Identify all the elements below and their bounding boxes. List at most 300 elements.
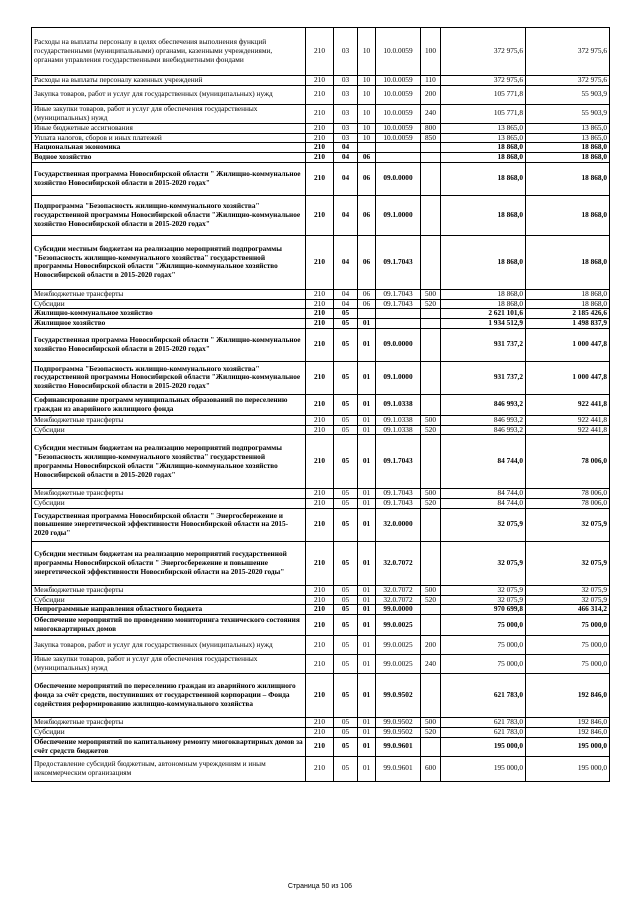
table-row xyxy=(32,394,610,415)
cell-sum2: 1 000 447,8 xyxy=(526,361,610,394)
cell-vr: 850 xyxy=(421,133,441,143)
cell-sum1: 621 783,0 xyxy=(441,718,526,728)
cell-pr: 10 xyxy=(358,28,376,76)
cell-sum1: 13 865,0 xyxy=(441,133,526,143)
cell-vr: 110 xyxy=(421,76,441,86)
cell-rz: 05 xyxy=(334,636,358,655)
cell-rz: 04 xyxy=(334,162,358,195)
cell-vr xyxy=(421,674,441,718)
cell-pr xyxy=(358,143,376,153)
cell-name: Обеспечение мероприятий по капитальному ремонту многоквартирных домов за счёт средств бюджетов xyxy=(32,737,306,756)
cell-name: Межбюджетные трансферты xyxy=(32,718,306,728)
cell-sum2: 55 903,9 xyxy=(526,85,610,104)
cell-grbs: 210 xyxy=(306,328,334,361)
cell-sum1: 931 737,2 xyxy=(441,361,526,394)
cell-csr: 32.0.7072 xyxy=(376,585,421,595)
cell-csr: 10.0.0059 xyxy=(376,76,421,86)
table-row xyxy=(32,299,610,309)
cell-rz: 05 xyxy=(334,508,358,541)
cell-sum2: 18 868,0 xyxy=(526,195,610,235)
cell-grbs: 210 xyxy=(306,674,334,718)
cell-name: Жилищно-коммунальное хозяйство xyxy=(32,309,306,319)
cell-grbs: 210 xyxy=(306,143,334,153)
cell-pr: 01 xyxy=(358,655,376,674)
cell-grbs: 210 xyxy=(306,655,334,674)
cell-sum1: 84 744,0 xyxy=(441,435,526,489)
cell-name: Межбюджетные трансферты xyxy=(32,415,306,425)
cell-grbs: 210 xyxy=(306,615,334,636)
table-row xyxy=(32,28,610,76)
cell-grbs: 210 xyxy=(306,123,334,133)
cell-pr: 01 xyxy=(358,674,376,718)
cell-csr: 09.1.7043 xyxy=(376,489,421,499)
cell-pr: 01 xyxy=(358,319,376,329)
cell-sum1: 846 993,2 xyxy=(441,425,526,435)
cell-vr xyxy=(421,435,441,489)
cell-name: Жилищное хозяйство xyxy=(32,319,306,329)
cell-csr: 10.0.0059 xyxy=(376,133,421,143)
cell-grbs: 210 xyxy=(306,153,334,163)
cell-name: Межбюджетные трансферты xyxy=(32,489,306,499)
cell-grbs: 210 xyxy=(306,162,334,195)
cell-pr: 10 xyxy=(358,104,376,123)
cell-sum1: 195 000,0 xyxy=(441,756,526,781)
cell-vr xyxy=(421,235,441,289)
table-row xyxy=(32,674,610,718)
cell-csr: 99.0.9601 xyxy=(376,737,421,756)
cell-name: Подпрограмма "Безопасность жилищно-коммунального хозяйства" государственной программы Новосибирской области "Жилищно-коммунальное хозяйство Новосибирской области в 2015-2020 годах" xyxy=(32,361,306,394)
cell-sum2: 18 868,0 xyxy=(526,235,610,289)
table-row xyxy=(32,361,610,394)
cell-pr: 01 xyxy=(358,718,376,728)
cell-name: Субсидии xyxy=(32,595,306,605)
cell-sum1: 105 771,8 xyxy=(441,85,526,104)
cell-vr xyxy=(421,153,441,163)
cell-rz: 05 xyxy=(334,394,358,415)
cell-vr xyxy=(421,328,441,361)
cell-rz: 05 xyxy=(334,605,358,615)
cell-csr: 10.0.0059 xyxy=(376,28,421,76)
cell-rz: 05 xyxy=(334,425,358,435)
cell-rz: 05 xyxy=(334,435,358,489)
cell-grbs: 210 xyxy=(306,756,334,781)
cell-rz: 03 xyxy=(334,85,358,104)
cell-sum2: 1 000 447,8 xyxy=(526,328,610,361)
cell-grbs: 210 xyxy=(306,415,334,425)
cell-name: Субсидии xyxy=(32,499,306,509)
cell-sum2: 18 868,0 xyxy=(526,289,610,299)
cell-csr: 32.0.0000 xyxy=(376,508,421,541)
cell-sum2: 18 868,0 xyxy=(526,299,610,309)
cell-sum2: 75 000,0 xyxy=(526,655,610,674)
table-row xyxy=(32,328,610,361)
cell-vr: 520 xyxy=(421,727,441,737)
cell-vr: 100 xyxy=(421,28,441,76)
cell-pr: 10 xyxy=(358,76,376,86)
cell-sum2: 1 498 837,9 xyxy=(526,319,610,329)
cell-pr: 01 xyxy=(358,595,376,605)
cell-vr: 500 xyxy=(421,585,441,595)
cell-vr xyxy=(421,615,441,636)
cell-rz: 05 xyxy=(334,585,358,595)
cell-sum1: 1 934 512,9 xyxy=(441,319,526,329)
cell-sum1: 32 075,9 xyxy=(441,541,526,585)
cell-grbs: 210 xyxy=(306,195,334,235)
cell-pr: 01 xyxy=(358,425,376,435)
cell-rz: 04 xyxy=(334,299,358,309)
cell-pr: 01 xyxy=(358,489,376,499)
cell-name: Иные бюджетные ассигнования xyxy=(32,123,306,133)
cell-grbs: 210 xyxy=(306,319,334,329)
cell-csr: 32.0.7072 xyxy=(376,541,421,585)
cell-rz: 03 xyxy=(334,76,358,86)
cell-vr: 600 xyxy=(421,756,441,781)
cell-rz: 05 xyxy=(334,309,358,319)
cell-rz: 04 xyxy=(334,235,358,289)
table-row xyxy=(32,499,610,509)
cell-sum1: 84 744,0 xyxy=(441,489,526,499)
cell-sum1: 13 865,0 xyxy=(441,123,526,133)
cell-csr: 09.1.7043 xyxy=(376,435,421,489)
cell-pr: 06 xyxy=(358,299,376,309)
cell-vr: 800 xyxy=(421,123,441,133)
cell-pr xyxy=(358,309,376,319)
table-row xyxy=(32,104,610,123)
cell-rz: 05 xyxy=(334,727,358,737)
cell-sum1: 32 075,9 xyxy=(441,595,526,605)
cell-name: Межбюджетные трансферты xyxy=(32,585,306,595)
cell-rz: 05 xyxy=(334,361,358,394)
cell-sum1: 846 993,2 xyxy=(441,415,526,425)
cell-vr xyxy=(421,737,441,756)
cell-rz: 05 xyxy=(334,489,358,499)
cell-sum1: 18 868,0 xyxy=(441,289,526,299)
cell-sum1: 18 868,0 xyxy=(441,195,526,235)
cell-csr: 99.0.9502 xyxy=(376,674,421,718)
cell-sum2: 78 006,0 xyxy=(526,489,610,499)
cell-sum1: 621 783,0 xyxy=(441,727,526,737)
cell-name: Предоставление субсидий бюджетным, автономным учреждениям и иным некоммерческим организациям xyxy=(32,756,306,781)
cell-rz: 03 xyxy=(334,123,358,133)
cell-csr xyxy=(376,153,421,163)
cell-name: Закупка товаров, работ и услуг для государственных (муниципальных) нужд xyxy=(32,85,306,104)
cell-name: Государственная программа Новосибирской области " Жилищно-коммунальное хозяйство Новосибирской области в 2015-2020 годах" xyxy=(32,328,306,361)
cell-rz: 05 xyxy=(334,595,358,605)
cell-rz: 04 xyxy=(334,195,358,235)
cell-rz: 05 xyxy=(334,615,358,636)
cell-csr: 09.1.7043 xyxy=(376,235,421,289)
cell-vr: 520 xyxy=(421,595,441,605)
cell-name: Подпрограмма "Безопасность жилищно-коммунального хозяйства" государственной программы Новосибирской области "Жилищно-коммунальное хозяйство Новосибирской области в 2015-2020 годах" xyxy=(32,195,306,235)
budget-table-body xyxy=(32,28,610,782)
cell-pr: 01 xyxy=(358,585,376,595)
cell-name: Субсидии местным бюджетам на реализацию мероприятий подпрограммы "Безопасность жилищно-коммунального хозяйства" государственной программы Новосибирской области "Жилищно-коммунальное хозяйство Новосибирской области в 2015-2020 годах" xyxy=(32,435,306,489)
cell-sum2: 195 000,0 xyxy=(526,737,610,756)
cell-sum2: 466 314,2 xyxy=(526,605,610,615)
cell-sum2: 922 441,8 xyxy=(526,415,610,425)
cell-sum1: 372 975,6 xyxy=(441,76,526,86)
cell-pr: 01 xyxy=(358,541,376,585)
cell-sum2: 18 868,0 xyxy=(526,162,610,195)
cell-grbs: 210 xyxy=(306,636,334,655)
cell-pr: 06 xyxy=(358,195,376,235)
cell-name: Обеспечение мероприятий по переселению граждан из аварийного жилищного фонда за счёт средств, поступивших от государственной корпорации – Фонда содействия реформированию жилищно-коммунального хозяйства xyxy=(32,674,306,718)
cell-name: Государственная программа Новосибирской области " Жилищно-коммунальное хозяйство Новосибирской области в 2015-2020 годах" xyxy=(32,162,306,195)
cell-grbs: 210 xyxy=(306,28,334,76)
table-row xyxy=(32,162,610,195)
cell-rz: 05 xyxy=(334,674,358,718)
cell-sum2: 18 868,0 xyxy=(526,143,610,153)
cell-csr: 10.0.0059 xyxy=(376,123,421,133)
table-row xyxy=(32,489,610,499)
cell-csr: 09.1.7043 xyxy=(376,289,421,299)
cell-pr: 01 xyxy=(358,435,376,489)
cell-vr xyxy=(421,605,441,615)
cell-sum2: 13 865,0 xyxy=(526,133,610,143)
table-row xyxy=(32,85,610,104)
cell-sum1: 18 868,0 xyxy=(441,153,526,163)
table-row xyxy=(32,595,610,605)
cell-sum1: 32 075,9 xyxy=(441,585,526,595)
cell-name: Субсидии xyxy=(32,425,306,435)
table-row xyxy=(32,756,610,781)
cell-pr: 06 xyxy=(358,235,376,289)
table-row xyxy=(32,289,610,299)
cell-vr xyxy=(421,162,441,195)
cell-pr: 10 xyxy=(358,133,376,143)
cell-sum2: 372 975,6 xyxy=(526,76,610,86)
cell-vr xyxy=(421,361,441,394)
cell-vr xyxy=(421,508,441,541)
cell-grbs: 210 xyxy=(306,425,334,435)
cell-name: Субсидии местным бюджетам на реализацию мероприятий государственной программы Новосибирской области " Энергосбережение и повышение энергетической эффективности Новосибирской области на 2015-2020 годы" xyxy=(32,541,306,585)
cell-grbs: 210 xyxy=(306,585,334,595)
cell-sum2: 192 846,0 xyxy=(526,674,610,718)
cell-pr: 01 xyxy=(358,361,376,394)
cell-pr: 01 xyxy=(358,756,376,781)
cell-grbs: 210 xyxy=(306,727,334,737)
cell-name: Субсидии местным бюджетам на реализацию мероприятий подпрограммы "Безопасность жилищно-коммунального хозяйства" государственной программы Новосибирской области "Жилищно-коммунальное хозяйство Новосибирской области в 2015-2020 годах" xyxy=(32,235,306,289)
cell-sum1: 18 868,0 xyxy=(441,299,526,309)
cell-vr: 520 xyxy=(421,425,441,435)
cell-pr: 01 xyxy=(358,636,376,655)
cell-csr: 99.0.9502 xyxy=(376,727,421,737)
cell-rz: 04 xyxy=(334,143,358,153)
cell-csr: 99.0.0025 xyxy=(376,655,421,674)
cell-rz: 03 xyxy=(334,104,358,123)
cell-rz: 03 xyxy=(334,28,358,76)
cell-csr: 09.1.7043 xyxy=(376,499,421,509)
cell-name: Уплата налогов, сборов и иных платежей xyxy=(32,133,306,143)
cell-sum1: 195 000,0 xyxy=(441,737,526,756)
table-row xyxy=(32,615,610,636)
cell-sum2: 922 441,8 xyxy=(526,425,610,435)
cell-pr: 10 xyxy=(358,85,376,104)
cell-grbs: 210 xyxy=(306,299,334,309)
budget-table xyxy=(31,27,610,782)
cell-sum2: 78 006,0 xyxy=(526,499,610,509)
page-number: Страница 50 из 106 xyxy=(287,883,353,890)
cell-csr: 10.0.0059 xyxy=(376,85,421,104)
cell-vr: 500 xyxy=(421,718,441,728)
cell-vr: 520 xyxy=(421,499,441,509)
cell-rz: 05 xyxy=(334,655,358,674)
cell-name: Иные закупки товаров, работ и услуг для обеспечения государственных (муниципальных) нужд xyxy=(32,655,306,674)
cell-csr xyxy=(376,319,421,329)
cell-sum1: 105 771,8 xyxy=(441,104,526,123)
table-row xyxy=(32,636,610,655)
cell-name: Водное хозяйство xyxy=(32,153,306,163)
cell-csr: 99.0.0025 xyxy=(376,615,421,636)
cell-name: Непрограммные направления областного бюджета xyxy=(32,605,306,615)
cell-sum1: 75 000,0 xyxy=(441,655,526,674)
cell-grbs: 210 xyxy=(306,489,334,499)
cell-vr xyxy=(421,541,441,585)
cell-vr: 520 xyxy=(421,299,441,309)
cell-rz: 05 xyxy=(334,718,358,728)
cell-grbs: 210 xyxy=(306,595,334,605)
cell-pr: 06 xyxy=(358,162,376,195)
table-row xyxy=(32,235,610,289)
cell-rz: 05 xyxy=(334,328,358,361)
cell-pr: 06 xyxy=(358,289,376,299)
cell-vr xyxy=(421,319,441,329)
cell-sum1: 846 993,2 xyxy=(441,394,526,415)
cell-grbs: 210 xyxy=(306,289,334,299)
cell-sum2: 192 846,0 xyxy=(526,718,610,728)
cell-sum2: 195 000,0 xyxy=(526,756,610,781)
cell-sum2: 372 975,6 xyxy=(526,28,610,76)
cell-sum2: 55 903,9 xyxy=(526,104,610,123)
cell-grbs: 210 xyxy=(306,435,334,489)
cell-pr: 06 xyxy=(358,153,376,163)
cell-csr: 09.1.7043 xyxy=(376,299,421,309)
cell-name: Государственная программа Новосибирской области " Энергосбережение и повышение энергетической эффективности Новосибирской области на 2015- 2020 годы" xyxy=(32,508,306,541)
table-row xyxy=(32,123,610,133)
cell-sum1: 75 000,0 xyxy=(441,615,526,636)
cell-sum2: 32 075,9 xyxy=(526,595,610,605)
table-row xyxy=(32,605,610,615)
cell-grbs: 210 xyxy=(306,605,334,615)
cell-grbs: 210 xyxy=(306,235,334,289)
table-row xyxy=(32,309,610,319)
cell-grbs: 210 xyxy=(306,394,334,415)
table-row xyxy=(32,153,610,163)
cell-rz: 04 xyxy=(334,289,358,299)
cell-pr: 01 xyxy=(358,415,376,425)
cell-csr: 09.1.0338 xyxy=(376,415,421,425)
cell-pr: 01 xyxy=(358,394,376,415)
table-row xyxy=(32,508,610,541)
cell-csr: 09.1.0000 xyxy=(376,195,421,235)
table-row xyxy=(32,727,610,737)
cell-vr xyxy=(421,394,441,415)
cell-grbs: 210 xyxy=(306,541,334,585)
cell-csr: 09.0.0000 xyxy=(376,328,421,361)
cell-csr: 32.0.7072 xyxy=(376,595,421,605)
table-row xyxy=(32,133,610,143)
cell-grbs: 210 xyxy=(306,361,334,394)
cell-sum1: 18 868,0 xyxy=(441,162,526,195)
cell-vr: 500 xyxy=(421,289,441,299)
cell-grbs: 210 xyxy=(306,499,334,509)
cell-rz: 05 xyxy=(334,541,358,585)
cell-grbs: 210 xyxy=(306,133,334,143)
cell-grbs: 210 xyxy=(306,737,334,756)
cell-csr xyxy=(376,143,421,153)
cell-vr xyxy=(421,143,441,153)
cell-vr: 240 xyxy=(421,104,441,123)
table-row xyxy=(32,143,610,153)
table-row xyxy=(32,195,610,235)
cell-sum1: 18 868,0 xyxy=(441,235,526,289)
cell-grbs: 210 xyxy=(306,309,334,319)
cell-grbs: 210 xyxy=(306,508,334,541)
cell-csr: 09.0.0000 xyxy=(376,162,421,195)
cell-name: Национальная экономика xyxy=(32,143,306,153)
cell-vr: 200 xyxy=(421,85,441,104)
cell-sum1: 931 737,2 xyxy=(441,328,526,361)
cell-rz: 05 xyxy=(334,499,358,509)
cell-pr: 01 xyxy=(358,615,376,636)
cell-name: Софинансирование программ муниципальных образований по переселению граждан из аварийного жилищного фонда xyxy=(32,394,306,415)
table-row xyxy=(32,435,610,489)
table-row xyxy=(32,76,610,86)
cell-pr: 01 xyxy=(358,328,376,361)
cell-csr: 99.0.0025 xyxy=(376,636,421,655)
cell-sum1: 84 744,0 xyxy=(441,499,526,509)
cell-vr: 500 xyxy=(421,489,441,499)
cell-sum1: 18 868,0 xyxy=(441,143,526,153)
cell-sum2: 18 868,0 xyxy=(526,153,610,163)
cell-rz: 05 xyxy=(334,737,358,756)
cell-grbs: 210 xyxy=(306,76,334,86)
cell-rz: 04 xyxy=(334,153,358,163)
cell-grbs: 210 xyxy=(306,85,334,104)
cell-name: Закупка товаров, работ и услуг для государственных (муниципальных) нужд xyxy=(32,636,306,655)
cell-rz: 05 xyxy=(334,756,358,781)
cell-name: Межбюджетные трансферты xyxy=(32,289,306,299)
cell-sum2: 78 006,0 xyxy=(526,435,610,489)
cell-pr: 01 xyxy=(358,727,376,737)
cell-sum2: 13 865,0 xyxy=(526,123,610,133)
cell-vr: 200 xyxy=(421,636,441,655)
cell-csr: 09.1.0338 xyxy=(376,394,421,415)
cell-name: Расходы на выплаты персоналу казенных учреждений xyxy=(32,76,306,86)
cell-name: Иные закупки товаров, работ и услуг для обеспечения государственных (муниципальных) нужд xyxy=(32,104,306,123)
cell-pr: 10 xyxy=(358,123,376,133)
cell-sum2: 922 441,8 xyxy=(526,394,610,415)
cell-csr: 09.1.0338 xyxy=(376,425,421,435)
table-row xyxy=(32,319,610,329)
cell-name: Обеспечение мероприятий по проведению мониторинга технического состояния многоквартирных домов xyxy=(32,615,306,636)
table-row xyxy=(32,655,610,674)
table-row xyxy=(32,541,610,585)
cell-sum1: 621 783,0 xyxy=(441,674,526,718)
cell-sum1: 970 699,8 xyxy=(441,605,526,615)
table-row xyxy=(32,737,610,756)
cell-vr xyxy=(421,309,441,319)
cell-csr: 09.1.0000 xyxy=(376,361,421,394)
cell-pr: 01 xyxy=(358,605,376,615)
cell-rz: 05 xyxy=(334,415,358,425)
table-row xyxy=(32,415,610,425)
cell-csr: 99.0.9601 xyxy=(376,756,421,781)
table-row xyxy=(32,425,610,435)
cell-sum2: 192 846,0 xyxy=(526,727,610,737)
cell-name: Субсидии xyxy=(32,299,306,309)
table-row xyxy=(32,718,610,728)
